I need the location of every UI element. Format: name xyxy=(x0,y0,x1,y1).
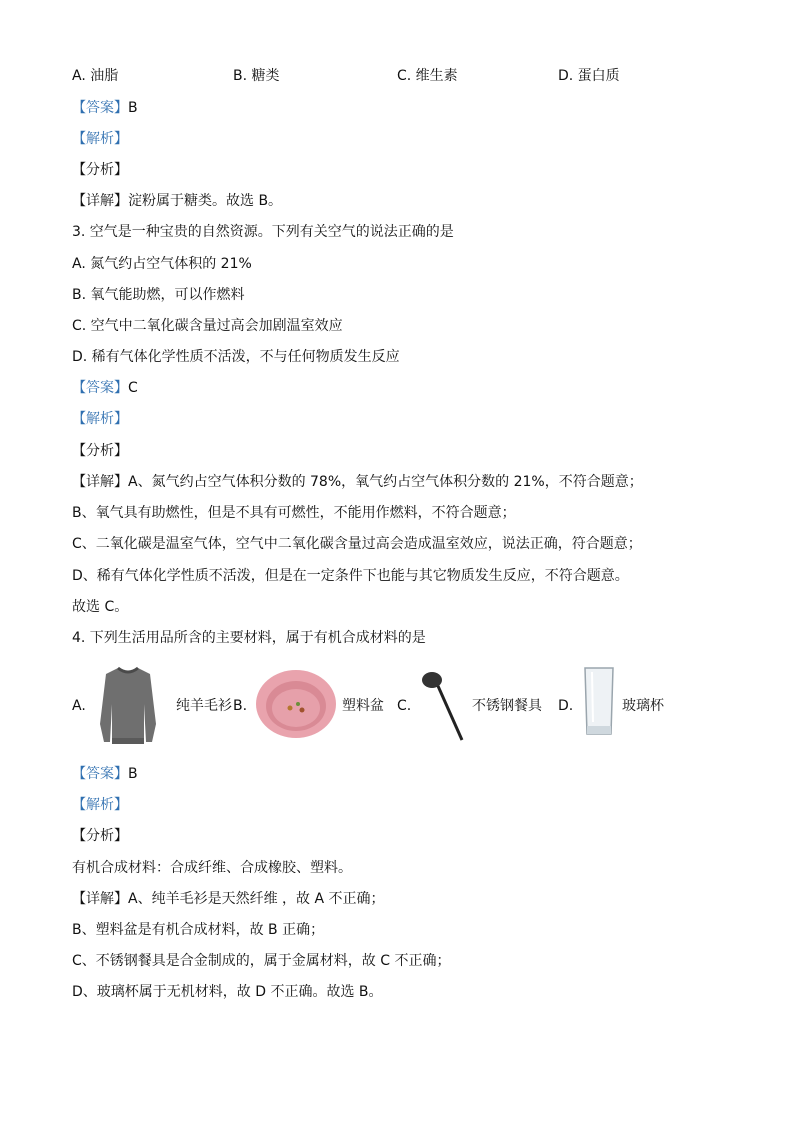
q3-option-c: C. 空气中二氧化碳含量过高会加剧温室效应 xyxy=(72,318,343,334)
q4-fenxi-label: 【分析】 xyxy=(72,828,128,844)
answer-label: 【答案】 xyxy=(72,100,128,116)
q4-detail-a xyxy=(72,889,385,909)
q2-option-b: B. 糖类 xyxy=(233,68,280,84)
plastic-basin-image xyxy=(254,668,338,744)
q2-fenxi-label: 【分析】 xyxy=(72,162,128,178)
detail-label: 【详解】 xyxy=(72,891,128,907)
answer-value: B xyxy=(128,766,138,782)
detail-text: 淀粉属于糖类。故选 B。 xyxy=(128,193,283,209)
q3-fenxi-label: 【分析】 xyxy=(72,443,128,459)
glass-cup-image xyxy=(582,666,616,738)
q2-answer xyxy=(72,98,138,118)
q4-option-a-letter: A. xyxy=(72,698,86,714)
answer-value: C xyxy=(128,380,138,396)
detail-label: 【详解】 xyxy=(72,474,128,490)
q4-option-d-letter: D. xyxy=(558,698,574,714)
q4-option-d-name: 玻璃杯 xyxy=(622,698,664,714)
q2-detail xyxy=(72,191,282,211)
q3-detail-a xyxy=(72,472,643,492)
q2-jiexi-label: 【解析】 xyxy=(72,131,128,147)
answer-label: 【答案】 xyxy=(72,380,128,396)
q4-fenxi-text: 有机合成材料：合成纤维、合成橡胶、塑料。 xyxy=(72,860,352,876)
q2-option-c: C. 维生素 xyxy=(397,68,458,84)
steel-ladle-image xyxy=(418,668,468,744)
q3-option-a: A. 氮气约占空气体积的 21% xyxy=(72,256,252,272)
q3-conclusion: 故选 C。 xyxy=(72,599,129,615)
q4-option-b-letter: B. xyxy=(233,698,248,714)
q2-option-d: D. 蛋白质 xyxy=(558,68,620,84)
q3-detail-c: C、二氧化碳是温室气体，空气中二氧化碳含量过高会造成温室效应，说法正确，符合题意； xyxy=(72,536,642,552)
q4-detail-b: B、塑料盆是有机合成材料，故 B 正确； xyxy=(72,922,325,938)
q2-option-a: A. 油脂 xyxy=(72,68,119,84)
answer-value: B xyxy=(128,100,138,116)
q4-answer xyxy=(72,764,138,784)
answer-label: 【答案】 xyxy=(72,766,128,782)
q4-jiexi-label: 【解析】 xyxy=(72,797,128,813)
q4-option-c-letter: C. xyxy=(397,698,412,714)
q3-detail-b: B、氧气具有助燃性，但是不具有可燃性，不能用作燃料，不符合题意； xyxy=(72,505,516,521)
q3-detail-d: D、稀有气体化学性质不活泼，但是在一定条件下也能与其它物质发生反应，不符合题意。 xyxy=(72,568,629,584)
q3-jiexi-label: 【解析】 xyxy=(72,411,128,427)
q3-stem: 3. 空气是一种宝贵的自然资源。下列有关空气的说法正确的是 xyxy=(72,224,454,240)
q4-detail-d: D、玻璃杯属于无机材料，故 D 不正确。故选 B。 xyxy=(72,984,383,1000)
q3-answer xyxy=(72,378,138,398)
detail-text: A、纯羊毛衫是天然纤维 ，故 A 不正确； xyxy=(128,891,385,907)
detail-text: A、氮气约占空气体积分数的 78%，氧气约占空气体积分数的 21%，不符合题意； xyxy=(128,474,643,490)
q4-option-c-name: 不锈钢餐具 xyxy=(472,698,542,714)
q4-detail-c: C、不锈钢餐具是合金制成的，属于金属材料，故 C 不正确； xyxy=(72,953,451,969)
q4-option-a-name: 纯羊毛衫 xyxy=(176,698,232,714)
q4-stem: 4. 下列生活用品所含的主要材料，属于有机合成材料的是 xyxy=(72,630,426,646)
q4-option-b-name: 塑料盆 xyxy=(342,698,384,714)
q3-option-b: B. 氧气能助燃，可以作燃料 xyxy=(72,287,245,303)
q3-option-d: D. 稀有气体化学性质不活泼，不与任何物质发生反应 xyxy=(72,349,400,365)
detail-label: 【详解】 xyxy=(72,193,128,209)
sweater-image xyxy=(96,664,160,746)
